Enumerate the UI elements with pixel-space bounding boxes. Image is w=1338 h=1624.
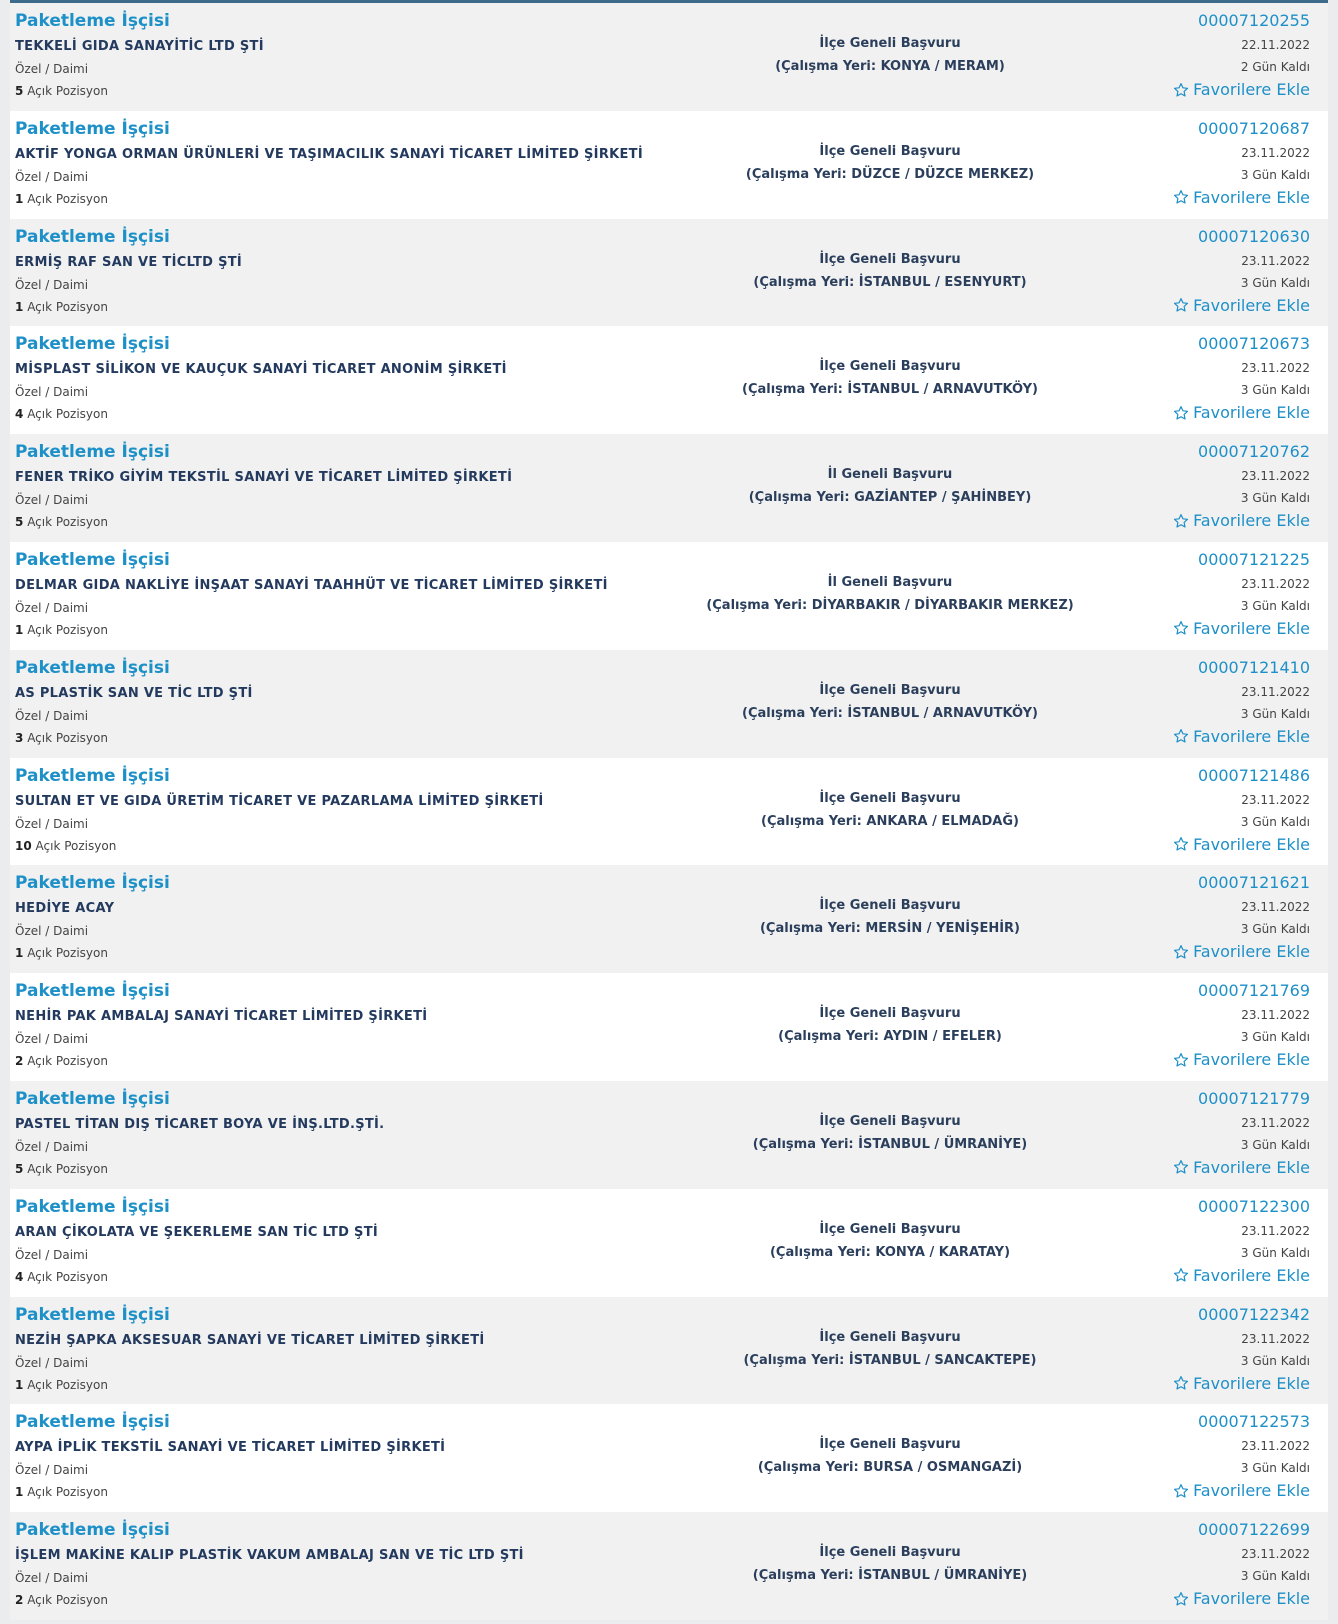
listing-number-link[interactable]: 00007122300 — [1198, 1196, 1310, 1216]
add-to-favorites-button[interactable] — [1173, 296, 1310, 315]
open-positions-count: 1 — [15, 191, 24, 206]
listing-number-link[interactable]: 00007121225 — [1198, 549, 1310, 569]
days-remaining: 3 Gün Kaldı — [1240, 167, 1310, 182]
application-scope: İl Geneli Başvuru — [827, 574, 953, 590]
open-positions-label: Açık Pozisyon — [27, 1485, 108, 1500]
add-to-favorites-button[interactable] — [1173, 1481, 1310, 1500]
listing-number-link[interactable]: 00007121486 — [1198, 765, 1310, 785]
open-positions — [15, 731, 108, 745]
employment-type: Özel / Daimi — [15, 1247, 89, 1262]
listing-date: 23.11.2022 — [1241, 792, 1310, 807]
listing-number-link[interactable]: 00007121779 — [1198, 1088, 1310, 1108]
listing-date: 23.11.2022 — [1241, 1223, 1310, 1238]
days-remaining: 3 Gün Kaldı — [1240, 814, 1310, 829]
work-location: (Çalışma Yeri: DÜZCE / DÜZCE MERKEZ) — [745, 166, 1035, 182]
star-outline-icon — [1173, 1052, 1189, 1068]
work-location: (Çalışma Yeri: İSTANBUL / ARNAVUTKÖY) — [742, 382, 1038, 398]
open-positions-label: Açık Pozisyon — [27, 1593, 108, 1608]
listing-date: 23.11.2022 — [1241, 253, 1310, 268]
add-to-favorites-label: Favorilere Ekle — [1193, 1373, 1310, 1393]
star-outline-icon — [1173, 82, 1189, 98]
add-to-favorites-label: Favorilere Ekle — [1193, 511, 1310, 531]
application-scope: İlçe Geneli Başvuru — [819, 790, 961, 806]
job-title-link[interactable]: Paketleme İşçisi — [15, 1088, 170, 1109]
job-title-link[interactable]: Paketleme İşçisi — [15, 118, 170, 139]
add-to-favorites-label: Favorilere Ekle — [1193, 187, 1310, 207]
job-listing-row — [10, 1189, 1328, 1297]
employment-type: Özel / Daimi — [15, 385, 89, 400]
application-scope: İlçe Geneli Başvuru — [819, 251, 961, 267]
days-remaining: 3 Gün Kaldı — [1240, 1245, 1310, 1260]
open-positions — [15, 515, 108, 529]
work-location: (Çalışma Yeri: KONYA / MERAM) — [775, 59, 1005, 74]
application-scope: İlçe Geneli Başvuru — [819, 1545, 961, 1561]
open-positions-label: Açık Pozisyon — [27, 946, 108, 961]
open-positions-count: 1 — [15, 946, 24, 961]
open-positions — [15, 1378, 108, 1392]
application-scope: İlçe Geneli Başvuru — [819, 359, 961, 375]
open-positions — [15, 407, 108, 421]
employment-type: Özel / Daimi — [15, 708, 89, 723]
open-positions-label: Açık Pozisyon — [27, 191, 108, 206]
listing-number-link[interactable]: 00007122573 — [1198, 1412, 1310, 1432]
listing-date: 23.11.2022 — [1241, 900, 1310, 915]
open-positions-count: 3 — [15, 730, 24, 745]
days-remaining: 3 Gün Kaldı — [1240, 598, 1310, 613]
application-scope: İlçe Geneli Başvuru — [819, 36, 961, 51]
add-to-favorites-button[interactable] — [1173, 1050, 1310, 1069]
star-outline-icon — [1173, 836, 1189, 852]
work-location: (Çalışma Yeri: BURSA / OSMANGAZİ) — [757, 1460, 1023, 1476]
company-name: FENER TRİKO GİYİM TEKSTİL SANAYİ VE TİCARET LİMİTED ŞİRKETİ — [15, 470, 513, 486]
company-name: PASTEL TİTAN DIŞ TİCARET BOYA VE İNŞ.LTD.ŞTİ. — [15, 1116, 385, 1132]
company-name: SULTAN ET VE GIDA ÜRETİM TİCARET VE PAZARLAMA LİMİTED ŞİRKETİ — [15, 793, 544, 809]
application-scope: İlçe Geneli Başvuru — [819, 1437, 961, 1453]
days-remaining: 2 Gün Kaldı — [1240, 60, 1310, 74]
add-to-favorites-label: Favorilere Ekle — [1193, 1481, 1310, 1501]
listing-date: 23.11.2022 — [1241, 684, 1310, 699]
job-listing-row — [10, 865, 1328, 973]
add-to-favorites-label: Favorilere Ekle — [1193, 80, 1310, 99]
open-positions-count: 1 — [15, 622, 24, 637]
listing-date: 23.11.2022 — [1241, 1008, 1310, 1023]
open-positions-label: Açık Pozisyon — [27, 1054, 108, 1069]
listing-date: 23.11.2022 — [1241, 576, 1310, 591]
add-to-favorites-button[interactable] — [1173, 835, 1310, 854]
listing-date: 23.11.2022 — [1241, 361, 1310, 376]
work-location: (Çalışma Yeri: İSTANBUL / ARNAVUTKÖY) — [742, 705, 1038, 721]
job-listing-row — [10, 111, 1328, 219]
job-listing-row — [10, 1297, 1328, 1405]
days-remaining: 3 Gün Kaldı — [1240, 1461, 1310, 1476]
open-positions-count: 5 — [15, 515, 24, 530]
open-positions — [15, 1054, 108, 1068]
open-positions — [15, 300, 108, 314]
listing-date: 23.11.2022 — [1241, 145, 1310, 160]
days-remaining: 3 Gün Kaldı — [1240, 1569, 1310, 1584]
open-positions-count: 5 — [15, 1161, 24, 1176]
job-title-link[interactable]: Paketleme İşçisi — [15, 549, 170, 570]
job-listing-row — [10, 3, 1328, 111]
job-title-link[interactable]: Paketleme İşçisi — [15, 657, 170, 678]
company-name: HEDİYE ACAY — [15, 901, 115, 917]
open-positions — [15, 192, 108, 206]
employment-type: Özel / Daimi — [15, 493, 89, 508]
star-outline-icon — [1173, 1375, 1189, 1391]
open-positions-count: 1 — [15, 1377, 24, 1392]
company-name: NEZİH ŞAPKA AKSESUAR SANAYİ VE TİCARET LİMİTED ŞİRKETİ — [15, 1332, 485, 1348]
open-positions-label: Açık Pozisyon — [27, 299, 108, 314]
listing-number-link[interactable]: 00007120687 — [1198, 118, 1310, 138]
company-name: ARAN ÇİKOLATA VE ŞEKERLEME SAN TİC LTD ŞTİ — [15, 1224, 379, 1240]
job-title-link[interactable]: Paketleme İşçisi — [15, 1412, 170, 1433]
job-listing-row — [10, 1081, 1328, 1189]
days-remaining: 3 Gün Kaldı — [1240, 1030, 1310, 1045]
company-name: AS PLASTİK SAN VE TİC LTD ŞTİ — [15, 685, 253, 701]
job-listing — [10, 3, 1328, 1620]
employment-type: Özel / Daimi — [15, 169, 89, 184]
job-title-link[interactable]: Paketleme İşçisi — [15, 1304, 170, 1325]
add-to-favorites-button[interactable] — [1173, 1374, 1310, 1393]
job-listing-row — [10, 650, 1328, 758]
add-to-favorites-label: Favorilere Ekle — [1193, 1157, 1310, 1177]
open-positions-count: 1 — [15, 299, 24, 314]
application-scope: İlçe Geneli Başvuru — [819, 1006, 961, 1022]
open-positions-label: Açık Pozisyon — [35, 838, 117, 853]
star-outline-icon — [1173, 405, 1189, 421]
add-to-favorites-button[interactable] — [1173, 942, 1310, 961]
star-outline-icon — [1173, 297, 1189, 313]
open-positions — [15, 84, 108, 98]
add-to-favorites-button[interactable] — [1173, 188, 1310, 207]
add-to-favorites-label: Favorilere Ekle — [1193, 1050, 1310, 1070]
work-location: (Çalışma Yeri: KONYA / KARATAY) — [769, 1244, 1011, 1260]
open-positions-count: 5 — [15, 84, 24, 98]
company-name: TEKKELİ GIDA SANAYİTİC LTD ŞTİ — [15, 39, 264, 54]
employment-type: Özel / Daimi — [15, 600, 89, 615]
employment-type: Özel / Daimi — [15, 1032, 89, 1047]
company-name: ERMİŞ RAF SAN VE TİCLTD ŞTİ — [15, 254, 243, 270]
listing-date: 23.11.2022 — [1241, 1439, 1310, 1454]
add-to-favorites-button[interactable] — [1173, 511, 1310, 530]
employment-type: Özel / Daimi — [15, 277, 89, 292]
employment-type: Özel / Daimi — [15, 1355, 89, 1370]
open-positions-label: Açık Pozisyon — [27, 622, 108, 637]
listing-date: 23.11.2022 — [1241, 469, 1310, 484]
listing-number-link[interactable]: 00007122699 — [1198, 1520, 1310, 1540]
star-outline-icon — [1173, 620, 1189, 636]
company-name: İŞLEM MAKİNE KALIP PLASTİK VAKUM AMBALAJ SAN VE TİC LTD ŞTİ — [15, 1548, 524, 1564]
job-title-link[interactable]: Paketleme İşçisi — [15, 442, 170, 463]
listing-number-link[interactable]: 00007121769 — [1198, 981, 1310, 1001]
star-outline-icon — [1173, 1483, 1189, 1499]
application-scope: İlçe Geneli Başvuru — [819, 1113, 961, 1129]
open-positions-label: Açık Pozisyon — [27, 730, 108, 745]
add-to-favorites-label: Favorilere Ekle — [1193, 618, 1310, 638]
work-location: (Çalışma Yeri: İSTANBUL / ÜMRANİYE) — [752, 1136, 1028, 1152]
listing-number-link[interactable]: 00007121410 — [1198, 657, 1310, 677]
job-title-link[interactable]: Paketleme İşçisi — [15, 873, 170, 894]
employment-type: Özel / Daimi — [15, 62, 89, 76]
open-positions-label: Açık Pozisyon — [27, 407, 108, 422]
open-positions-label: Açık Pozisyon — [27, 1161, 108, 1176]
job-title-link[interactable]: Paketleme İşçisi — [15, 334, 170, 355]
work-location: (Çalışma Yeri: GAZİANTEP / ŞAHİNBEY) — [748, 490, 1032, 506]
add-to-favorites-button[interactable] — [1173, 1589, 1310, 1608]
star-outline-icon — [1173, 1267, 1189, 1283]
company-name: DELMAR GIDA NAKLİYE İNŞAAT SANAYİ TAAHHÜT VE TİCARET LİMİTED ŞİRKETİ — [15, 577, 608, 593]
job-title-link[interactable]: Paketleme İşçisi — [15, 226, 170, 247]
open-positions-label: Açık Pozisyon — [27, 1377, 108, 1392]
application-scope: İlçe Geneli Başvuru — [819, 1329, 961, 1345]
employment-type: Özel / Daimi — [15, 1139, 89, 1154]
work-location: (Çalışma Yeri: ANKARA / ELMADAĞ) — [761, 813, 1019, 829]
open-positions-label: Açık Pozisyon — [27, 1269, 108, 1284]
listing-number-link[interactable]: 00007122342 — [1198, 1304, 1310, 1324]
add-to-favorites-button[interactable] — [1173, 619, 1310, 638]
listing-number-link[interactable]: 00007120673 — [1198, 334, 1310, 354]
job-listing-row — [10, 1404, 1328, 1512]
job-title-link[interactable]: Paketleme İşçisi — [15, 765, 170, 786]
job-listing-row — [10, 1512, 1328, 1620]
add-to-favorites-label: Favorilere Ekle — [1193, 295, 1310, 315]
days-remaining: 3 Gün Kaldı — [1240, 706, 1310, 721]
work-location: (Çalışma Yeri: MERSİN / YENİŞEHİR) — [759, 921, 1020, 937]
work-location: (Çalışma Yeri: İSTANBUL / SANCAKTEPE) — [743, 1352, 1037, 1368]
add-to-favorites-button[interactable] — [1173, 403, 1310, 422]
open-positions — [15, 1485, 108, 1499]
company-name: MİSPLAST SİLİKON VE KAUÇUK SANAYİ TİCARET ANONİM ŞİRKETİ — [15, 362, 507, 378]
open-positions-count: 4 — [15, 1269, 24, 1284]
add-to-favorites-button[interactable] — [1173, 727, 1310, 746]
job-listing-row — [10, 434, 1328, 542]
job-listing-row — [10, 973, 1328, 1081]
open-positions — [15, 839, 116, 853]
company-name: NEHİR PAK AMBALAJ SANAYİ TİCARET LİMİTED ŞİRKETİ — [15, 1009, 428, 1025]
listing-date: 23.11.2022 — [1241, 1115, 1310, 1130]
listing-number-link[interactable]: 00007120630 — [1198, 226, 1310, 246]
open-positions-count: 2 — [15, 1593, 24, 1608]
open-positions-count: 10 — [15, 838, 32, 853]
open-positions-count: 1 — [15, 1485, 24, 1500]
job-title-link[interactable]: Paketleme İşçisi — [15, 11, 170, 31]
add-to-favorites-label: Favorilere Ekle — [1193, 1589, 1310, 1609]
star-outline-icon — [1173, 728, 1189, 744]
job-listing-row — [10, 542, 1328, 650]
add-to-favorites-label: Favorilere Ekle — [1193, 403, 1310, 423]
application-scope: İlçe Geneli Başvuru — [819, 1221, 961, 1237]
listing-number-link[interactable]: 00007120762 — [1198, 442, 1310, 462]
listing-date: 23.11.2022 — [1241, 1331, 1310, 1346]
add-to-favorites-button[interactable] — [1173, 1158, 1310, 1177]
listing-date: 22.11.2022 — [1241, 38, 1310, 52]
work-location: (Çalışma Yeri: AYDIN / EFELER) — [778, 1029, 1002, 1045]
company-name: AKTİF YONGA ORMAN ÜRÜNLERİ VE TAŞIMACILIK SANAYİ TİCARET LİMİTED ŞİRKETİ — [15, 146, 643, 162]
work-location: (Çalışma Yeri: DİYARBAKIR / DİYARBAKIR MERKEZ) — [706, 597, 1074, 613]
open-positions — [15, 1270, 108, 1284]
employment-type: Özel / Daimi — [15, 816, 89, 831]
days-remaining: 3 Gün Kaldı — [1240, 1353, 1310, 1368]
employment-type: Özel / Daimi — [15, 1463, 89, 1478]
days-remaining: 3 Gün Kaldı — [1240, 275, 1310, 290]
employment-type: Özel / Daimi — [15, 924, 89, 939]
add-to-favorites-label: Favorilere Ekle — [1193, 726, 1310, 746]
company-name: AYPA İPLİK TEKSTİL SANAYİ VE TİCARET LİMİTED ŞİRKETİ — [15, 1440, 446, 1456]
listing-number-link[interactable]: 00007120255 — [1198, 11, 1310, 30]
application-scope: İlçe Geneli Başvuru — [819, 682, 961, 698]
add-to-favorites-label: Favorilere Ekle — [1193, 1265, 1310, 1285]
open-positions — [15, 946, 108, 960]
open-positions — [15, 1162, 108, 1176]
star-outline-icon — [1173, 513, 1189, 529]
add-to-favorites-label: Favorilere Ekle — [1193, 942, 1310, 962]
star-outline-icon — [1173, 1159, 1189, 1175]
job-title-link[interactable]: Paketleme İşçisi — [15, 1196, 170, 1217]
add-to-favorites-label: Favorilere Ekle — [1193, 834, 1310, 854]
days-remaining: 3 Gün Kaldı — [1240, 1137, 1310, 1152]
job-title-link[interactable]: Paketleme İşçisi — [15, 1520, 170, 1541]
add-to-favorites-button[interactable] — [1173, 1266, 1310, 1285]
open-positions-label: Açık Pozisyon — [27, 515, 108, 530]
employment-type: Özel / Daimi — [15, 1571, 89, 1586]
open-positions — [15, 623, 108, 637]
work-location: (Çalışma Yeri: İSTANBUL / ESENYURT) — [753, 274, 1027, 290]
open-positions-count: 2 — [15, 1054, 24, 1069]
listing-number-link[interactable]: 00007121621 — [1198, 873, 1310, 893]
days-remaining: 3 Gün Kaldı — [1240, 383, 1310, 398]
star-outline-icon — [1173, 944, 1189, 960]
add-to-favorites-button[interactable] — [1173, 80, 1310, 99]
open-positions-label: Açık Pozisyon — [27, 84, 108, 98]
job-listing-row — [10, 219, 1328, 327]
job-listing-row — [10, 758, 1328, 866]
open-positions — [15, 1593, 108, 1607]
application-scope: İlçe Geneli Başvuru — [819, 143, 961, 159]
job-title-link[interactable]: Paketleme İşçisi — [15, 981, 170, 1002]
application-scope: İl Geneli Başvuru — [827, 467, 953, 483]
days-remaining: 3 Gün Kaldı — [1240, 491, 1310, 506]
open-positions-count: 4 — [15, 407, 24, 422]
work-location: (Çalışma Yeri: İSTANBUL / ÜMRANİYE) — [752, 1568, 1028, 1584]
job-listing-row — [10, 326, 1328, 434]
days-remaining: 3 Gün Kaldı — [1240, 922, 1310, 937]
star-outline-icon — [1173, 1591, 1189, 1607]
listing-date: 23.11.2022 — [1241, 1547, 1310, 1562]
star-outline-icon — [1173, 189, 1189, 205]
application-scope: İlçe Geneli Başvuru — [819, 898, 961, 914]
